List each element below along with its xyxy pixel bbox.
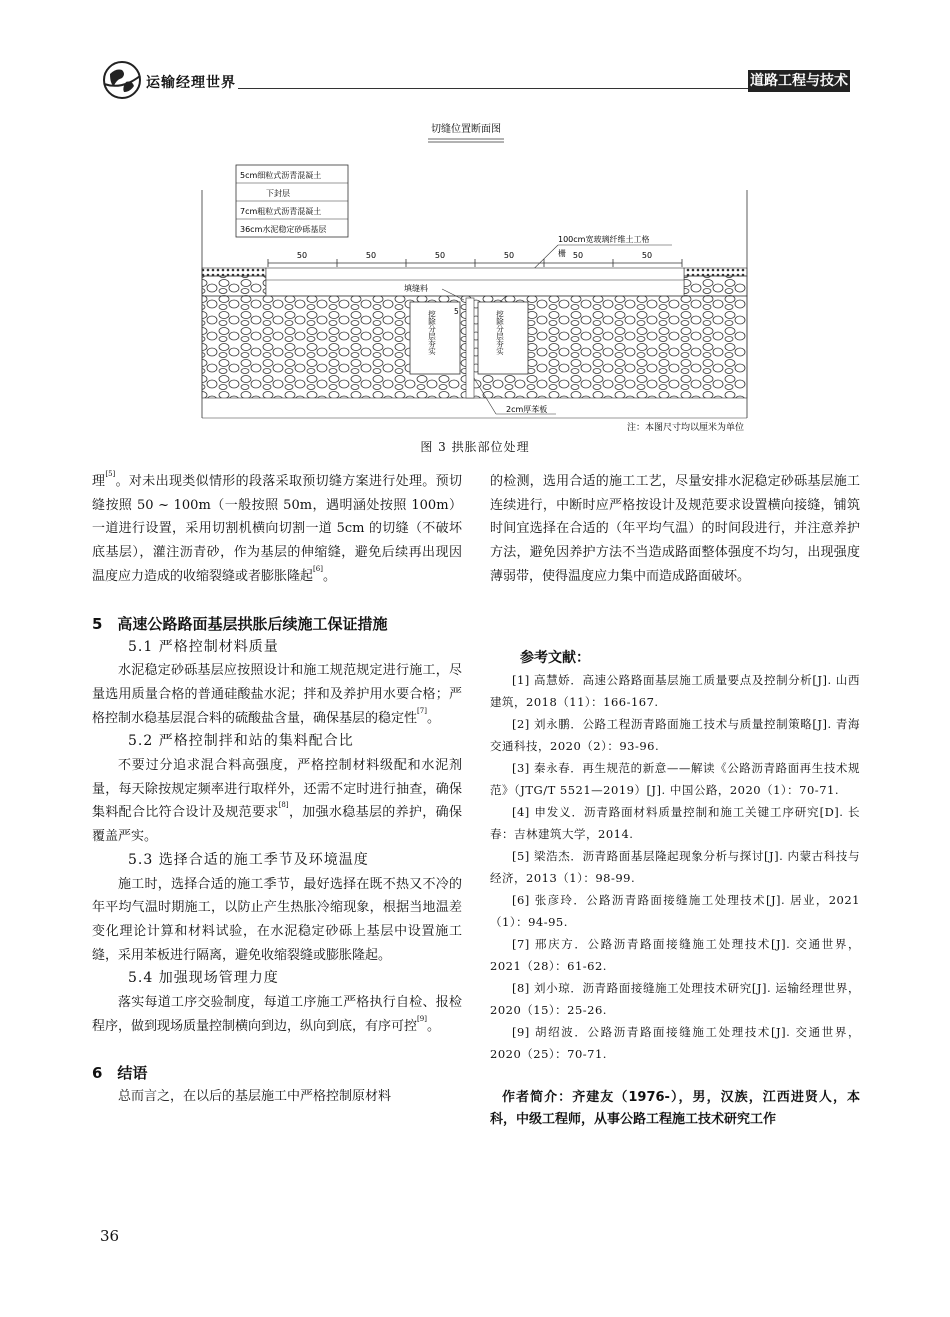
subsection-heading-5-1: 5.1 严格控制材料质量 [128, 638, 279, 655]
excavate-text-right: 挖除分层夯实 [495, 310, 505, 355]
paragraph-5-1: 水泥稳定砂砾基层应按照设计和施工规范规定进行施工，尽量选用质量合格的普通硅酸盐水泥；拌和及养护用水要合格；严格控制水稳基层混合料的硫酸盐含量，确保基层的稳定性[7]。 [92, 663, 462, 726]
subsection-heading-5-4: 5.4 加强现场管理力度 [128, 970, 279, 987]
reference-item: [6] 张彦玲．公路沥青路面接缝施工处理技术[J]. 居业，2021（1）：94-95. [490, 892, 860, 929]
subsection-heading-5-3: 5.3 选择合适的施工季节及环境温度 [128, 851, 369, 868]
journal-name: 运输经理世界 [146, 75, 236, 91]
reference-item: [3] 秦永春．再生规范的新意——解读《公路沥青路面再生技术规范》（JTG/T 5521—2019）[J]. 中国公路，2020（1）：70-71. [490, 760, 860, 797]
geogrid-label: 100cm宽玻璃纤维土工格 [558, 235, 650, 244]
page-number: 36 [100, 1227, 120, 1245]
reference-item: [4] 申发义．沥青路面材料质量控制和施工关键工序研究[D]. 长春：吉林建筑大学，2014. [490, 804, 860, 841]
dim-3: 50 [434, 251, 446, 260]
reference-item: [5] 梁浩杰．沥青路面基层隆起现象分析与探讨[J]. 内蒙古科技与经济，2013（1）：98-99. [490, 848, 860, 885]
right-column [490, 470, 860, 1131]
reference-item: [1] 高慧娇．高速公路路面基层施工质量要点及控制分析[J]. 山西建筑，2018（11）：166-167. [490, 672, 860, 709]
journal-globe-logo [102, 60, 142, 100]
figure-title: 切缝位置断面图 [431, 124, 501, 135]
cross-section-figure [196, 118, 756, 448]
reference-item: [8] 刘小琼．沥青路面接缝施工处理技术研究[J]. 运输经理世界，2020（15）：25-26. [490, 980, 860, 1017]
paragraph-5-3: 施工时，选择合适的施工季节，最好选择在既不热又不冷的年平均气温时期施工，以防止产生热胀冷缩现象，根据当地温差变化理论计算和材料试验，在水泥稳定砂砾上基层中设置施工缝，采用苯板进行隔离，避免收缩裂缝或膨胀隆起。 [92, 876, 462, 963]
paragraph-5-4: 落实每道工序交验制度，每道工序施工严格执行自检、报检程序，做到现场质量控制横向到边，纵向到底，有序可控[9]。 [92, 995, 462, 1034]
figure-note: 注：本图尺寸均以厘米为单位 [626, 423, 744, 433]
gap-label: 5 [454, 307, 459, 316]
paragraph-5-2: 不要过分追求混合料高强度，严格控制材料级配和水泥剂量，每天除按规定频率进行取样外，还需不定时进行抽查，确保集料配合比符合设计及规范要求[8]，加强水稳基层的养护，确保覆盖严实。 [92, 758, 462, 845]
header-rule [238, 88, 750, 89]
dim-6: 50 [641, 251, 653, 260]
layer-label-4: 36cm水泥稳定砂砾基层 [240, 225, 327, 234]
paragraph-6: 总而言之，在以后的基层施工中严格控制原材料 [118, 1089, 392, 1105]
board-label: 2cm厚苯板 [506, 405, 548, 414]
excavate-text-left: 挖除分层夯实 [427, 310, 437, 355]
dim-2: 50 [365, 251, 377, 260]
layer-label-2: 下封层 [266, 189, 290, 198]
dim-4: 50 [503, 251, 515, 260]
reference-item: [9] 胡绍波．公路沥青路面接缝施工处理技术[J]. 交通世界，2020（25）：70-71. [490, 1024, 860, 1061]
layer-label-3: 7cm粗粒式沥青混凝土 [240, 207, 322, 216]
layer-label-1: 5cm细粒式沥青混凝土 [240, 171, 322, 180]
filler-label: 填缝料 [404, 284, 428, 293]
section-tag: 道路工程与技术 [748, 70, 850, 92]
subsection-heading-5-2: 5.2 严格控制拌和站的集料配合比 [128, 733, 354, 750]
section-heading-6: 6 结语 [92, 1064, 148, 1083]
section-heading-5: 5 高速公路路面基层拱胀后续施工保证措施 [92, 614, 388, 633]
geogrid-label-2: 栅 [558, 249, 566, 258]
dim-1: 50 [296, 251, 308, 260]
reference-item: [2] 刘永鹏．公路工程沥青路面施工技术与质量控制策略[J]. 青海交通科技，2020（2）：93-96. [490, 716, 860, 753]
paragraph-continuation-right: 的检测，选用合适的施工工艺，尽量安排水泥稳定砂砾基层施工连续进行，中断时应严格按设计及规范要求设置横向接缝，铺筑时间宜选择在合适的（年平均气温）的时间段进行，并注意养护方法，避免因养护方法不当造成路面整体强度不均匀，出现强度薄弱带，使得温度应力集中而造成路面破坏。 [490, 474, 860, 584]
reference-item: [7] 邢庆方．公路沥青路面接缝施工处理技术[J]. 交通世界，2021（28）：61-62. [490, 936, 860, 973]
figure-caption: 图 3 拱胀部位处理 [420, 440, 530, 454]
references-title: 参考文献： [520, 649, 590, 666]
dim-5: 50 [572, 251, 584, 260]
left-column [92, 470, 462, 1109]
paragraph-continuation: 理[5]。对未出现类似情形的段落采取预切缝方案进行处理。预切缝按照 50 ~ 100m（一般按照 50m，遇明涵处按照 100m）一道进行设置，采用切割机横向切割一道 5cm 的切缝（不破坏底基层），灌注沥青砂，作为基层的伸缩缝，避免后续再出现因温度应力造成的收缩裂缝或者膨胀隆起[6]。 [92, 470, 462, 584]
author-bio: 作者简介：齐建友（1976-），男，汉族，江西进贤人，本科，中级工程师，从事公路工程施工技术研究工作 [490, 1089, 860, 1127]
